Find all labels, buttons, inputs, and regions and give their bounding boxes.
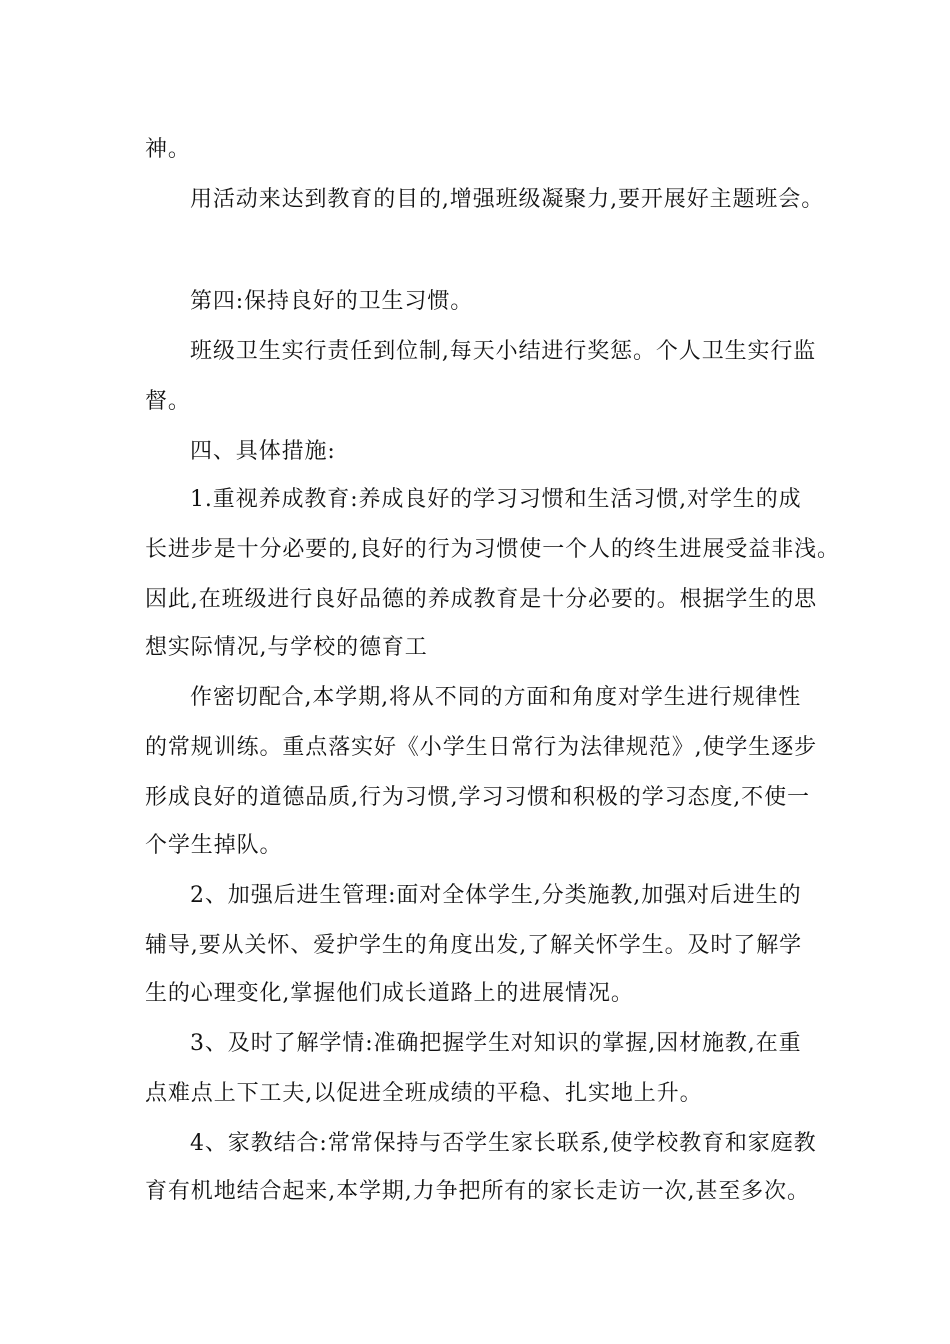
text-line: 督。: [145, 389, 191, 414]
text-line: 个学生掉队。: [145, 833, 283, 858]
text-line: 长进步是十分必要的,良好的行为习惯使一个人的终生进展受益非浅。: [145, 537, 840, 562]
text-line: 辅导,要从关怀、爱护学生的角度出发,了解关怀学生。及时了解学: [145, 933, 802, 958]
text-line: 作密切配合,本学期,将从不同的方面和角度对学生进行规律性: [190, 685, 802, 710]
text-line: 班级卫生实行责任到位制,每天小结进行奖惩。个人卫生实行监: [190, 339, 817, 364]
text-line: 4、家教结合:常常保持与否学生家长联系,使学校教育和家庭教: [190, 1131, 817, 1156]
text-line: 形成良好的道德品质,行为习惯,学习习惯和积极的学习态度,不使一: [145, 785, 810, 810]
text-line: 2、加强后进生管理:面对全体学生,分类施教,加强对后进生的: [190, 883, 802, 908]
text-line: 点难点上下工夫,以促进全班成绩的平稳、扎实地上升。: [145, 1081, 703, 1106]
text-line: 生的心理变化,掌握他们成长道路上的进展情况。: [145, 981, 634, 1006]
text-line: 第四:保持良好的卫生习惯。: [190, 289, 474, 314]
text-line: 用活动来达到教育的目的,增强班级凝聚力,要开展好主题班会。: [190, 187, 825, 212]
text-line: 神。: [145, 137, 191, 162]
text-line: 的常规训练。重点落实好《小学生日常行为法律规范》,使学生逐步: [145, 735, 817, 760]
text-line: 四、具体措施:: [190, 439, 336, 464]
text-line: 3、及时了解学情:准确把握学生对知识的掌握,因材施教,在重: [190, 1031, 802, 1056]
text-line: 想实际情况,与学校的德育工: [145, 635, 428, 660]
text-line: 因此,在班级进行良好品德的养成教育是十分必要的。根据学生的思: [145, 587, 817, 612]
text-line: 育有机地结合起来,本学期,力争把所有的家长走访一次,甚至多次。: [145, 1179, 810, 1204]
text-line: 1.重视养成教育:养成良好的学习习惯和生活习惯,对学生的成: [190, 487, 802, 512]
